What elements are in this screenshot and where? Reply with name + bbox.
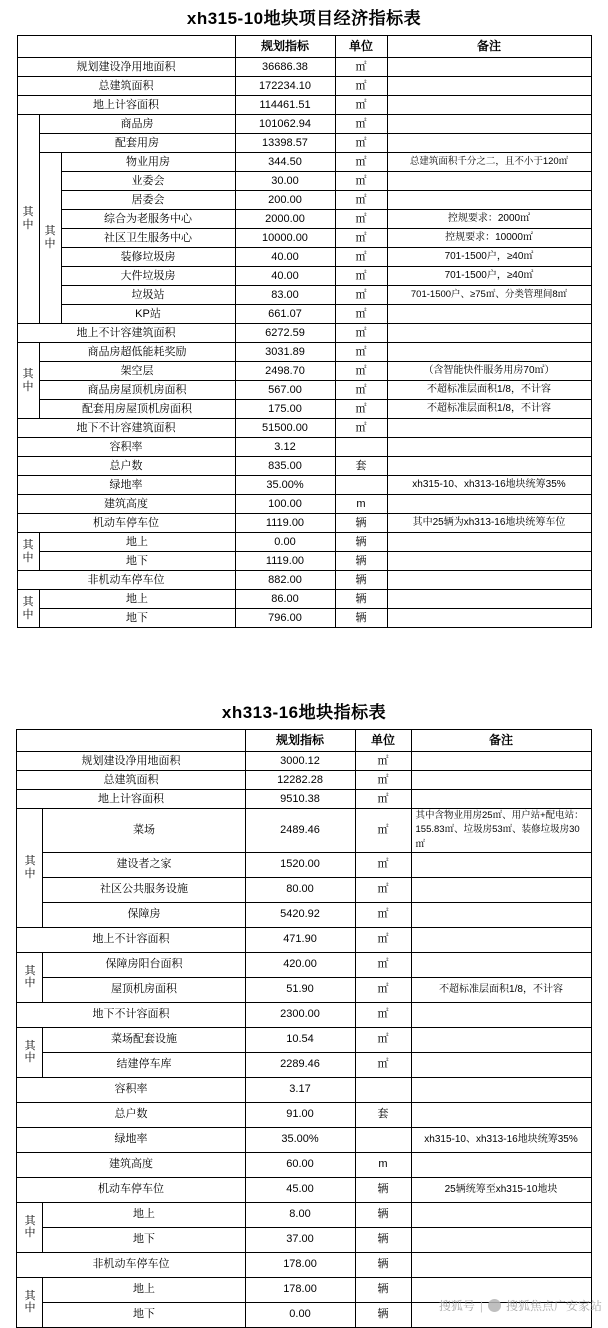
table-row	[17, 96, 591, 115]
table-row	[17, 1102, 591, 1127]
row-label: 机动车停车位	[17, 514, 235, 533]
row-value: 101062.94	[235, 115, 335, 134]
table-row	[17, 115, 591, 134]
table-row	[17, 877, 591, 902]
row-remark	[411, 1002, 591, 1027]
table-row	[17, 1227, 591, 1252]
row-value: 175.00	[235, 400, 335, 419]
row-remark: 不超标准层面积1/8，不计容	[387, 381, 591, 400]
row-value: 178.00	[245, 1252, 355, 1277]
row-label: 菜场	[43, 809, 245, 853]
row-unit: ㎡	[335, 305, 387, 324]
row-label: 居委会	[61, 191, 235, 210]
row-remark	[411, 927, 591, 952]
row-value: 172234.10	[235, 77, 335, 96]
row-remark	[411, 771, 591, 790]
row-unit: ㎡	[355, 771, 411, 790]
row-value: 3031.89	[235, 343, 335, 362]
row-remark: 25辆统筹至xh315-10地块	[411, 1177, 591, 1202]
table-row	[17, 590, 591, 609]
row-remark: 总建筑面积千分之二，且不小于120㎡	[387, 153, 591, 172]
row-label: 地下不计容面积	[17, 1002, 245, 1027]
row-label: 地上不计容建筑面积	[17, 324, 235, 343]
sohu-logo-icon	[488, 1299, 501, 1312]
row-remark	[387, 191, 591, 210]
row-remark	[387, 305, 591, 324]
row-unit: ㎡	[335, 96, 387, 115]
row-value: 567.00	[235, 381, 335, 400]
row-value: 91.00	[245, 1102, 355, 1127]
row-unit: 辆	[335, 609, 387, 628]
table-sheet2	[16, 729, 591, 1328]
row-label: 社区公共服务设施	[43, 877, 245, 902]
watermark-separator: |	[479, 1298, 483, 1313]
row-value: 35.00%	[245, 1127, 355, 1152]
table-row	[17, 790, 591, 809]
row-label: 业委会	[61, 172, 235, 191]
row-label: 地上计容面积	[17, 96, 235, 115]
row-value: 1119.00	[235, 514, 335, 533]
row-remark	[387, 533, 591, 552]
row-value: 83.00	[235, 286, 335, 305]
row-unit: ㎡	[335, 286, 387, 305]
row-unit: ㎡	[355, 790, 411, 809]
row-unit: ㎡	[355, 852, 411, 877]
row-value: 51.90	[245, 977, 355, 1002]
table-row	[17, 286, 591, 305]
row-label: 建筑高度	[17, 1152, 245, 1177]
row-remark	[387, 324, 591, 343]
row-value: 420.00	[245, 952, 355, 977]
row-label: 地下	[39, 552, 235, 571]
row-remark: 控规要求：2000㎡	[387, 210, 591, 229]
row-remark	[411, 852, 591, 877]
table-row	[17, 1077, 591, 1102]
table-row	[17, 1027, 591, 1052]
group-label-qizhong: 其中	[17, 590, 39, 628]
header-planning-index: 规划指标	[245, 730, 355, 752]
row-label: 综合为老服务中心	[61, 210, 235, 229]
table-row	[17, 977, 591, 1002]
row-remark	[387, 609, 591, 628]
table-row	[17, 952, 591, 977]
table-row	[17, 343, 591, 362]
row-label: 装修垃圾房	[61, 248, 235, 267]
row-value: 37.00	[245, 1227, 355, 1252]
row-value: 3000.12	[245, 752, 355, 771]
row-value: 12282.28	[245, 771, 355, 790]
row-unit: ㎡	[335, 191, 387, 210]
row-unit: 辆	[355, 1202, 411, 1227]
row-remark	[387, 172, 591, 191]
row-label: 地上	[43, 1277, 245, 1302]
header-remark: 备注	[387, 36, 591, 58]
row-label: 社区卫生服务中心	[61, 229, 235, 248]
table-row	[17, 533, 591, 552]
row-value: 80.00	[245, 877, 355, 902]
row-unit: ㎡	[355, 977, 411, 1002]
row-label: 总户数	[17, 1102, 245, 1127]
group-label-qizhong: 其中	[17, 952, 43, 1002]
row-label: 结建停车库	[43, 1052, 245, 1077]
row-remark	[387, 590, 591, 609]
row-remark	[387, 457, 591, 476]
row-unit: ㎡	[355, 1027, 411, 1052]
row-unit: ㎡	[335, 400, 387, 419]
table-row	[17, 457, 591, 476]
table-sheet1	[17, 35, 592, 628]
row-value: 9510.38	[245, 790, 355, 809]
row-remark	[387, 552, 591, 571]
row-remark	[411, 902, 591, 927]
row-unit: m	[355, 1152, 411, 1177]
row-unit: ㎡	[355, 809, 411, 853]
row-unit: ㎡	[355, 752, 411, 771]
row-unit: ㎡	[335, 381, 387, 400]
row-unit: ㎡	[335, 210, 387, 229]
table-row	[17, 514, 591, 533]
row-remark	[387, 115, 591, 134]
row-label: 地下	[43, 1227, 245, 1252]
row-value: 60.00	[245, 1152, 355, 1177]
row-value: 8.00	[245, 1202, 355, 1227]
row-unit: 辆	[335, 571, 387, 590]
row-unit: ㎡	[335, 153, 387, 172]
row-value: 40.00	[235, 267, 335, 286]
row-remark	[387, 495, 591, 514]
row-label: 地上计容面积	[17, 790, 245, 809]
table-row	[17, 362, 591, 381]
table-row	[17, 172, 591, 191]
table-row	[17, 438, 591, 457]
table-row	[17, 1052, 591, 1077]
row-label: 地上	[43, 1202, 245, 1227]
row-label: 规划建设净用地面积	[17, 58, 235, 77]
row-remark	[411, 752, 591, 771]
row-value: 344.50	[235, 153, 335, 172]
table-row	[17, 1002, 591, 1027]
header-blank	[17, 36, 235, 58]
row-label: 地下	[39, 609, 235, 628]
row-value: 0.00	[235, 533, 335, 552]
row-unit: 辆	[355, 1252, 411, 1277]
group-label-qizhong: 其中	[17, 1202, 43, 1252]
row-unit: 辆	[335, 552, 387, 571]
header-remark: 备注	[411, 730, 591, 752]
row-remark	[411, 1027, 591, 1052]
row-value: 2300.00	[245, 1002, 355, 1027]
row-value: 36686.38	[235, 58, 335, 77]
row-remark	[387, 58, 591, 77]
row-unit: ㎡	[335, 172, 387, 191]
row-remark: 不超标准层面积1/8，不计容	[387, 400, 591, 419]
row-unit	[355, 1077, 411, 1102]
row-label: 大件垃圾房	[61, 267, 235, 286]
row-unit: 辆	[355, 1302, 411, 1327]
table-row	[17, 552, 591, 571]
table-row	[17, 381, 591, 400]
row-remark	[411, 1052, 591, 1077]
table-row	[17, 852, 591, 877]
row-unit	[335, 438, 387, 457]
header-unit: 单位	[355, 730, 411, 752]
row-label: 架空层	[39, 362, 235, 381]
row-label: 地下	[43, 1302, 245, 1327]
row-unit: ㎡	[335, 58, 387, 77]
row-label: 总建筑面积	[17, 771, 245, 790]
row-value: 796.00	[235, 609, 335, 628]
row-unit: ㎡	[355, 877, 411, 902]
row-label: 绿地率	[17, 1127, 245, 1152]
row-value: 178.00	[245, 1277, 355, 1302]
row-value: 1520.00	[245, 852, 355, 877]
row-value: 10.54	[245, 1027, 355, 1052]
row-unit: 套	[355, 1102, 411, 1127]
row-unit: m	[335, 495, 387, 514]
row-value: 30.00	[235, 172, 335, 191]
header-unit: 单位	[335, 36, 387, 58]
row-unit: 辆	[335, 590, 387, 609]
row-value: 1119.00	[235, 552, 335, 571]
row-remark: 701-1500户，≥40㎡	[387, 267, 591, 286]
row-remark: 其中25辆为xh313-16地块统筹车位	[387, 514, 591, 533]
watermark-right-text: 搜狐焦点广安家站	[505, 1299, 602, 1313]
row-remark	[387, 571, 591, 590]
row-label: 地上	[39, 533, 235, 552]
row-unit: 辆	[355, 1177, 411, 1202]
row-value: 86.00	[235, 590, 335, 609]
group-label-qizhong: 其中	[17, 809, 43, 928]
table-row	[17, 305, 591, 324]
row-unit: ㎡	[335, 115, 387, 134]
row-label: 配套用房屋顶机房面积	[39, 400, 235, 419]
table-row	[17, 571, 591, 590]
row-label: 总户数	[17, 457, 235, 476]
table-row	[17, 191, 591, 210]
row-remark	[411, 790, 591, 809]
row-label: 商品房	[39, 115, 235, 134]
table-row	[17, 324, 591, 343]
row-value: 471.90	[245, 927, 355, 952]
row-remark: 控规要求：10000㎡	[387, 229, 591, 248]
row-unit: ㎡	[335, 248, 387, 267]
row-value: 114461.51	[235, 96, 335, 115]
table-row	[17, 77, 591, 96]
table-row	[17, 400, 591, 419]
row-unit: 套	[335, 457, 387, 476]
row-remark: 701-1500户、≥75㎡、分类管理间8㎡	[387, 286, 591, 305]
row-unit: 辆	[355, 1277, 411, 1302]
row-value: 35.00%	[235, 476, 335, 495]
row-unit: ㎡	[335, 343, 387, 362]
group-label-qizhong-nested: 其中	[39, 153, 61, 324]
group-label-qizhong: 其中	[17, 533, 39, 571]
row-value: 100.00	[235, 495, 335, 514]
row-value: 661.07	[235, 305, 335, 324]
row-label: 配套用房	[39, 134, 235, 153]
row-value: 3.17	[245, 1077, 355, 1102]
row-label: 物业用房	[61, 153, 235, 172]
table-row	[17, 752, 591, 771]
watermark-left-text: 搜狐号	[438, 1299, 475, 1313]
page-title-sheet1: xh315-10地块项目经济指标表	[186, 9, 422, 28]
table-row	[17, 58, 591, 77]
table-row	[17, 153, 591, 172]
row-unit: ㎡	[335, 267, 387, 286]
row-remark: 701-1500户，≥40㎡	[387, 248, 591, 267]
row-value: 0.00	[245, 1302, 355, 1327]
group-label-qizhong: 其中	[17, 343, 39, 419]
row-remark	[411, 1077, 591, 1102]
row-remark	[411, 952, 591, 977]
row-remark	[387, 134, 591, 153]
row-remark: xh315-10、xh313-16地块统筹35%	[387, 476, 591, 495]
row-unit: ㎡	[355, 1052, 411, 1077]
watermark	[439, 1297, 602, 1314]
header-planning-index: 规划指标	[235, 36, 335, 58]
table-row	[17, 476, 591, 495]
row-unit: ㎡	[355, 1002, 411, 1027]
row-unit: ㎡	[335, 77, 387, 96]
row-label: 建筑高度	[17, 495, 235, 514]
row-unit: ㎡	[355, 952, 411, 977]
row-value: 45.00	[245, 1177, 355, 1202]
row-remark	[411, 1227, 591, 1252]
row-remark	[387, 419, 591, 438]
row-label: 地下不计容建筑面积	[17, 419, 235, 438]
row-remark	[411, 877, 591, 902]
table-row	[17, 809, 591, 853]
row-unit: ㎡	[355, 902, 411, 927]
row-label: KP站	[61, 305, 235, 324]
row-label: 机动车停车位	[17, 1177, 245, 1202]
row-label: 容积率	[17, 1077, 245, 1102]
row-remark	[411, 1102, 591, 1127]
row-unit: ㎡	[335, 419, 387, 438]
row-label: 地上不计容面积	[17, 927, 245, 952]
table-row	[17, 771, 591, 790]
row-unit: ㎡	[355, 927, 411, 952]
table-row	[17, 1177, 591, 1202]
group-label-qizhong: 其中	[17, 1277, 43, 1327]
table-row	[17, 927, 591, 952]
row-value: 2489.46	[245, 809, 355, 853]
row-value: 835.00	[235, 457, 335, 476]
row-remark	[387, 438, 591, 457]
row-value: 51500.00	[235, 419, 335, 438]
row-remark: 不超标准层面积1/8，不计容	[411, 977, 591, 1002]
table-row	[17, 609, 591, 628]
row-value: 882.00	[235, 571, 335, 590]
table-row	[17, 267, 591, 286]
row-remark: （含智能快件服务用房70㎡）	[387, 362, 591, 381]
row-label: 建设者之家	[43, 852, 245, 877]
row-value: 2289.46	[245, 1052, 355, 1077]
row-label: 容积率	[17, 438, 235, 457]
row-unit: 辆	[335, 533, 387, 552]
row-label: 商品房屋顶机房面积	[39, 381, 235, 400]
row-label: 地上	[39, 590, 235, 609]
row-label: 保障房	[43, 902, 245, 927]
table-row	[17, 902, 591, 927]
row-value: 200.00	[235, 191, 335, 210]
row-unit: ㎡	[335, 134, 387, 153]
row-unit: ㎡	[335, 324, 387, 343]
row-remark	[411, 1152, 591, 1177]
table-row	[17, 495, 591, 514]
table-header-row	[17, 730, 591, 752]
table-row	[17, 1127, 591, 1152]
row-label: 总建筑面积	[17, 77, 235, 96]
row-value: 13398.57	[235, 134, 335, 153]
table-row	[17, 1152, 591, 1177]
row-remark	[411, 1202, 591, 1227]
row-label: 屋顶机房面积	[43, 977, 245, 1002]
row-value: 5420.92	[245, 902, 355, 927]
row-value: 2000.00	[235, 210, 335, 229]
header-blank	[17, 730, 245, 752]
row-remark: 其中含物业用房25㎡、用户站+配电站：155.83㎡、垃圾房53㎡、装修垃圾房30㎡	[411, 809, 591, 853]
row-unit	[355, 1127, 411, 1152]
row-remark	[387, 343, 591, 362]
row-unit: ㎡	[335, 362, 387, 381]
row-unit	[335, 476, 387, 495]
indicator-table-xh313-16	[0, 694, 608, 1328]
row-value: 10000.00	[235, 229, 335, 248]
group-label-qizhong: 其中	[17, 115, 39, 324]
row-remark	[387, 77, 591, 96]
table-row	[17, 1252, 591, 1277]
row-label: 垃圾站	[61, 286, 235, 305]
row-label: 保障房阳台面积	[43, 952, 245, 977]
row-remark: xh315-10、xh313-16地块统筹35%	[411, 1127, 591, 1152]
row-label: 规划建设净用地面积	[17, 752, 245, 771]
row-value: 40.00	[235, 248, 335, 267]
table-row	[17, 419, 591, 438]
row-value: 6272.59	[235, 324, 335, 343]
row-label: 非机动车停车位	[17, 571, 235, 590]
table-row	[17, 1202, 591, 1227]
row-unit: ㎡	[335, 229, 387, 248]
row-remark	[411, 1252, 591, 1277]
group-label-qizhong: 其中	[17, 1027, 43, 1077]
table-row	[17, 229, 591, 248]
row-label: 绿地率	[17, 476, 235, 495]
row-unit: 辆	[355, 1227, 411, 1252]
table-row	[17, 210, 591, 229]
indicator-table-xh315-10	[0, 0, 608, 628]
table-header-row	[17, 36, 591, 58]
row-label: 非机动车停车位	[17, 1252, 245, 1277]
row-label: 菜场配套设施	[43, 1027, 245, 1052]
row-value: 3.12	[235, 438, 335, 457]
row-unit: 辆	[335, 514, 387, 533]
table-row	[17, 248, 591, 267]
page-title-sheet2: xh313-16地块指标表	[221, 703, 387, 722]
table-row	[17, 134, 591, 153]
row-value: 2498.70	[235, 362, 335, 381]
row-label: 商品房超低能耗奖励	[39, 343, 235, 362]
row-remark	[387, 96, 591, 115]
